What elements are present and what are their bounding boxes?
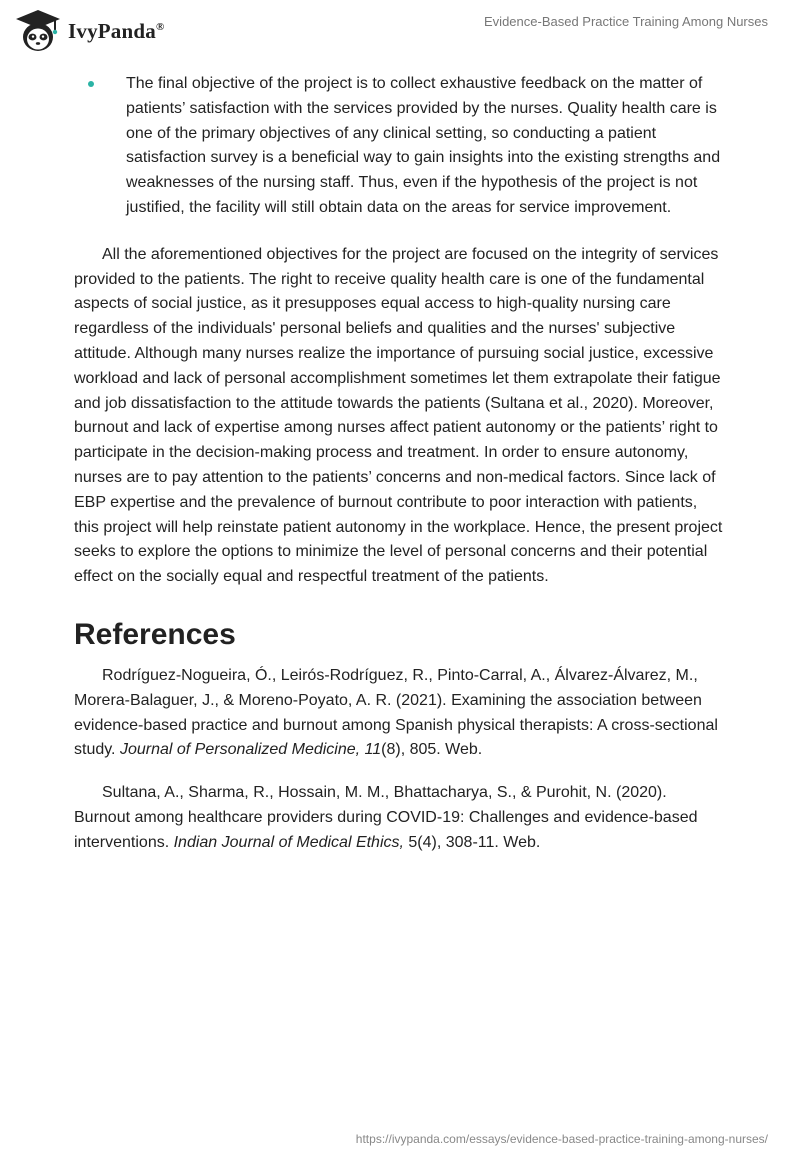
- page-header: [0, 0, 800, 60]
- bullet-item: [74, 72, 726, 221]
- bullet-dot-icon: [88, 81, 94, 87]
- reference-item: Sultana, A., Sharma, R., Hossain, M. M., Bhattacharya, S., & Purohit, N. (2020). Burnout among healthcare providers during COVID-19: Challenges and evidence-based interventions. Indian Journal of Medical Ethics, 5(4), 308-11. Web.: [74, 784, 698, 851]
- document-body: [74, 72, 726, 856]
- panda-graduate-icon: [14, 8, 62, 54]
- reference-item: Rodríguez-Nogueira, Ó., Leirós-Rodríguez, R., Pinto-Carral, A., Álvarez-Álvarez, M., Morera-Balaguer, J., & Moreno-Poyato, A. R. (2021). Examining the association between evidence-based practice and burnout among Spanish physical therapists: A cross-sectional study. Journal of Personalized Medicine, 11(8), 805. Web.: [74, 666, 718, 759]
- source-url[interactable]: https://ivypanda.com/essays/evidence-based-practice-training-among-nurses/: [355, 1132, 768, 1146]
- bullet-text: The final objective of the project is to collect exhaustive feedback on the matter of patients’ satisfaction with the services provided by the nurses. Quality health care is one of the primary objectives of any clinical setting, so conducting a patient satisfaction survey is a beneficial way to gain insights into the existing strengths and weaknesses of the nursing staff. Thus, even if the hypothesis of the project is not justified, the facility will still obtain data on the areas for service improvement.: [126, 75, 721, 216]
- ivypanda-logo[interactable]: [14, 8, 164, 54]
- references-heading: References: [74, 617, 236, 651]
- brand-name: IvyPanda®: [68, 18, 165, 43]
- body-paragraph: All the aforementioned objectives for the project are focused on the integrity of services provided to the patients. The right to receive quality health care is one of the fundamental aspects of social justice, as it presupposes equal access to high-quality nursing care regardless of the individuals' personal beliefs and qualities and the nurses' subjective attitude. Although many nurses realize the importance of pursuing social justice, excessive workload and lack of personal accomplishment sometimes let them extrapolate their fatigue and job dissatisfaction to the attitude towards the patients (Sultana et al., 2020). Moreover, burnout and lack of expertise among nurses affect patient autonomy or the patients’ right to participate in the decision-making process and treatment. In order to ensure autonomy, nurses are to pay attention to the patients’ concerns and non-medical factors. Since lack of EBP expertise and the prevalence of burnout contribute to poor interaction with patients, this project will help reinstate patient autonomy in the workplace. Hence, the present project seeks to explore the options to minimize the level of personal concerns and their potential effect on the socially equal and respectful treatment of the patients.: [74, 245, 723, 586]
- document-title: Evidence-Based Practice Training Among Nurses: [484, 14, 768, 29]
